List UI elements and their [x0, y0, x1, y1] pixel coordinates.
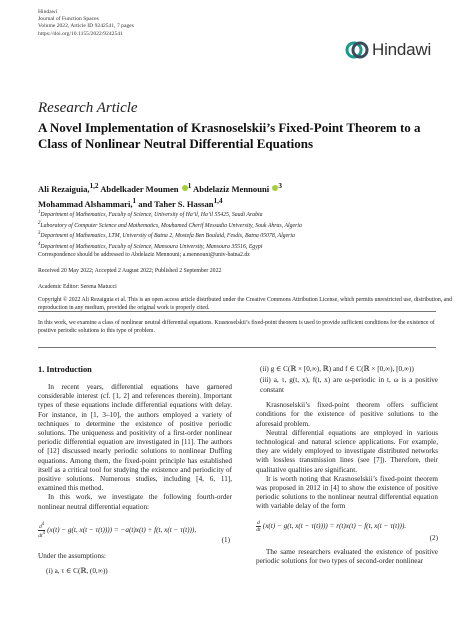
- journal-meta: [38, 9, 134, 38]
- author-name[interactable]: Mohammad Alshammari,: [38, 198, 133, 209]
- intro-paragraph: In recent years, differential equations have garnered considerable interest (cf. [1, 2] and references therein). Important types of these equations include differential equations with delay. For instance, in [1, 3–10], the authors employed a variety of techniques to determine the existence of positive periodic solutions. The uniqueness and positivity of a first-order nonlinear periodic differential equation are investigated in [11]. The authors of [12] discussed nearly periodic solutions to nonlinear Duffing equations. Among them, the fixed-point principle has established itself as a critical tool for studying the existence and periodicity of positive solutions. Numerous studies, including [4, 6, 11], examined this method.: [38, 383, 232, 493]
- divider: [38, 347, 436, 348]
- academic-editor: Academic Editor: Serena Matucci: [38, 284, 117, 290]
- author-sup: 3: [278, 182, 282, 190]
- article-title: A Novel Implementation of Krasnoselskii’s Fixed-Point Theorem to a Class of Nonlinear Neutral Differential Equations: [38, 120, 421, 151]
- right-paragraph: It is worth noting that Krasnoselskii’s fixed-point theorem was proposed in 2012 in [4] to show the existence of positive periodic solutions to the nonlinear neutral differential equation with variable delay of the form: [256, 474, 438, 511]
- equation-2: [256, 516, 438, 542]
- affiliation-list: [38, 209, 458, 252]
- affiliation-item: $^1$Department of Mathematics, Faculty of Science, University of Ha’il, Ha’il 55425, Saudi Arabia: [38, 210, 263, 218]
- hindawi-logo-text: Hindawi: [372, 40, 432, 59]
- author-sup: 1: [187, 182, 192, 190]
- right-paragraph: Neutral differential equations are employed in various technological and natural science applications. For example, they are widely employed to investigate distributed networks with lossless transmission lines (see [7]). Therefore, their qualitative qualities are significant.: [256, 428, 438, 474]
- eq1-body: (x(t) − g(t, x(t − τ(t)))) = −a(t)x(t) + f(t, x(t − τ(t))),: [47, 525, 197, 534]
- article-type: Research Article: [38, 100, 138, 116]
- author-name[interactable]: Abdelkader Moumen: [100, 183, 179, 194]
- divider: [38, 311, 436, 312]
- affiliation-item: $^4$Department of Mathematics, Faculty of Science, Mansoura University, Mansoura 35516, Egypt: [38, 242, 263, 251]
- copyright-notice: Copyright © 2022 Ali Rezaiguia et al. This is an open access article distributed under the Creative Commons Attribution License, which permits unrestricted use, distribution, and reproduction in any medium, provided the original work is properly cited.: [38, 297, 453, 311]
- condition-ii: (ii) g ∈ C(ℝ × [0,∞), ℝ) and f ∈ C(ℝ × [0,∞), [0,∞)): [260, 365, 414, 373]
- eq2-body: (x(t) − g(t, x(t − τ(t)))) = r(t)x(t) − f(t, x(t − τ(t))).: [262, 521, 407, 530]
- section-title: 1. Introduction: [38, 365, 92, 374]
- right-column: [256, 365, 438, 566]
- author-name[interactable]: Abdelaziz Mennouni: [193, 183, 270, 194]
- author-sup: 1: [132, 196, 137, 205]
- hindawi-logo: [345, 38, 431, 62]
- left-column: [38, 383, 232, 576]
- eq1-number: (1): [221, 535, 230, 544]
- condition-i: (i) a, τ ∈ C(ℝ, (0,∞)): [46, 567, 108, 576]
- equation-1: [38, 516, 232, 542]
- eq2-fraction: $\frac{d}{dt}$: [256, 519, 261, 533]
- eq1-fraction: $\frac{d^4}{dt^4}$: [38, 521, 45, 539]
- affiliation-item: $^3$Department of Mathematics, LTM, University of Batna 2, Mostefa Ben Boulaid, Fesdis, Batna 05078, Algeria: [38, 231, 295, 240]
- assumptions-intro: Under the assumptions:: [38, 551, 106, 560]
- journal-name: Journal of Function Spaces: [38, 16, 99, 23]
- author-name[interactable]: and Taher S. Hassan: [138, 198, 214, 209]
- publication-dates: Received 20 May 2022; Accepted 2 August 2022; Published 2 September 2022: [38, 268, 222, 274]
- correspondence: Correspondence should be addressed to Abdelaziz Mennouni; a.mennouni@univ-batna2.dz: [38, 252, 250, 258]
- author-sup: 1,4: [213, 196, 223, 205]
- author-name[interactable]: Ali Rezaiguia,: [38, 183, 90, 194]
- eq2-number: (2): [429, 533, 438, 542]
- volume-info: Volume 2022, Article ID 9242541, 7 pages: [38, 23, 134, 30]
- affiliation-item: $^2$Laboratory of Computer Science and Mathematics, Mouhamed Cherif Messadia University, Souk Ahras, Algeria: [38, 220, 302, 229]
- condition-iii: (iii) a, τ, g(t, x), f(t, x) are ω-periodic in t, ω is a positive constant: [260, 376, 438, 394]
- publisher-name: Hindawi: [38, 9, 58, 15]
- hindawi-logo-icon: [345, 38, 369, 62]
- intro-paragraph: In this work, we investigate the following fourth-order nonlinear neutral differential equation:: [38, 493, 232, 511]
- abstract: In this work, we examine a class of nonlinear neutral differential equations. Krasnoselskii’s fixed-point theorem is used to provide sufficient conditions for the existence of positive periodic solutions to this type of problem.: [38, 320, 435, 334]
- right-paragraph: Krasnoselskii’s fixed-point theorem offers sufficient conditions for the existence of positive solutions to the aforesaid problem.: [256, 401, 438, 428]
- author-list: [38, 180, 448, 210]
- author-sup: 1,2: [89, 182, 99, 190]
- doi-link[interactable]: https://doi.org/10.1155/2022/9242541: [38, 30, 123, 37]
- right-paragraph: The same researchers evaluated the existence of positive periodic solutions for two types of second-order nonlinear: [256, 547, 438, 565]
